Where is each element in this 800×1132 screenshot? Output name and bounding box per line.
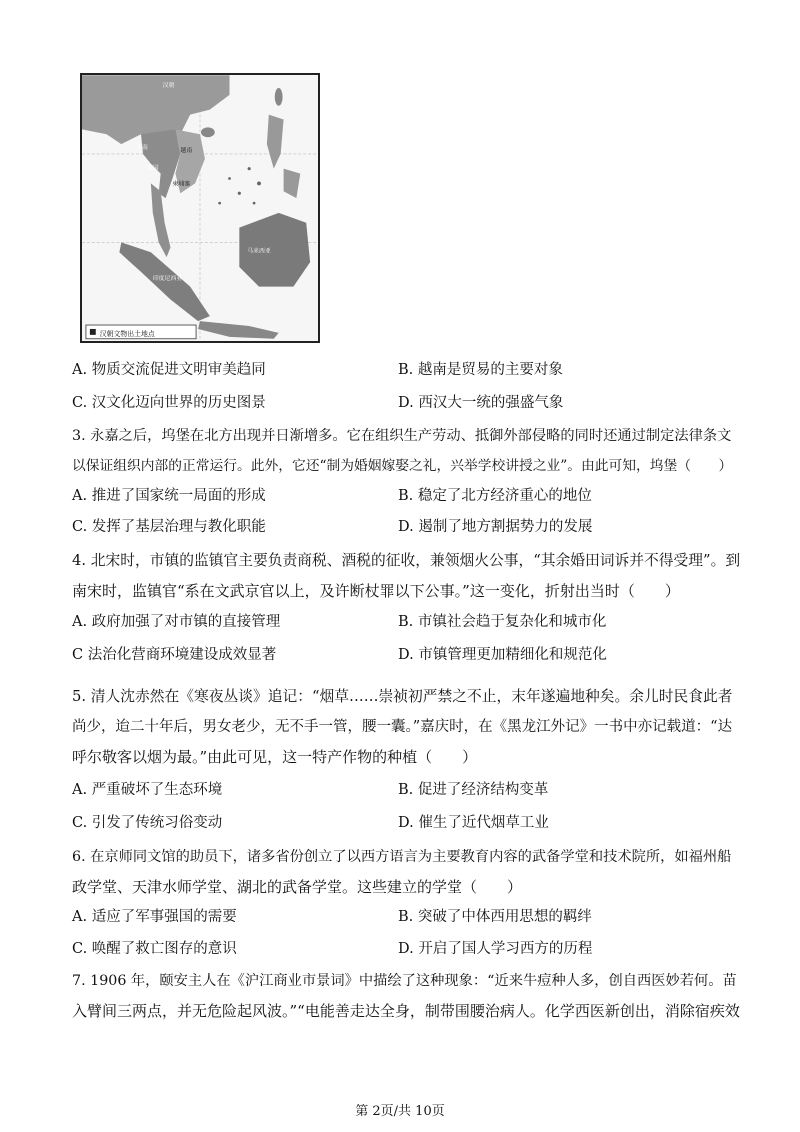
q6-stem-line2: 政学堂、天津水师学堂、湖北的武备学堂。这些建立的学堂（ ） — [72, 878, 523, 896]
q6-option-b: B. 突破了中体西用思想的羁绊 — [398, 909, 592, 925]
q5-option-c: C. 引发了传统习俗变动 — [72, 815, 223, 831]
map-label: 印度尼西亚 — [152, 275, 183, 282]
southeast-asia-map — [82, 75, 318, 341]
map-label: 越南 — [180, 147, 193, 154]
q6-stem-line1: 6. 在京师同文馆的助员下，诸多省份创立了以西方语言为主要教育内容的武备学堂和技术院所，如福州船 — [72, 849, 732, 865]
map-label: 马来西亚 — [247, 248, 271, 255]
map-label: 中南 — [136, 145, 148, 151]
q5-stem-line2: 尚少，迨二十年后，男女老少，无不手一管，腰一囊。”嘉庆时，在《黑龙江外记》一书中亦记载道：“达 — [72, 719, 733, 735]
q4-option-c: C 法治化营商环境建设成效显著 — [72, 647, 277, 663]
map-label: 汉朝 — [162, 83, 175, 90]
q5-stem-line3: 呼尔敬客以烟为最。”由此可见，这一特产作物的种植（ ） — [72, 748, 478, 766]
q6-option-a: A. 适应了军事强国的需要 — [72, 909, 237, 925]
q7-stem-line2: 入臂间三两点，并无危险起风波。”“电能善走达全身，制带围腰治病人。化学西医新创出，消除宿疾效 — [72, 1002, 740, 1020]
q4-option-b: B. 市镇社会趋于复杂化和城市化 — [398, 614, 607, 630]
q5-option-b: B. 促进了经济结构变革 — [398, 782, 549, 798]
q2-option-d: D. 西汉大一统的强盛气象 — [398, 395, 564, 411]
q5-option-a: A. 严重破坏了生态环境 — [72, 782, 223, 798]
q5-option-d: D. 催生了近代烟草工业 — [398, 815, 549, 831]
map-figure — [80, 73, 320, 343]
q3-stem-line2: 以保证组织内部的正常运行。此外，它还“制为婚姻嫁娶之礼，兴举学校讲授之业”。由此可知，坞堡（ ） — [72, 458, 733, 474]
q3-option-c: C. 发挥了基层治理与教化职能 — [72, 519, 266, 535]
q7-stem-line1: 7. 1906 年，颐安主人在《沪江商业市景词》中描绘了这种现象：“近来牛痘种人多，创自西医妙若何。苗 — [72, 973, 737, 989]
map-legend-label: 汉朝文物出土地点 — [99, 329, 155, 338]
q5-stem-line1: 5. 清人沈赤然在《寒夜丛谈》追记：“烟草……崇祯初严禁之不止，末年遂遍地种矣。余儿时民食此者 — [72, 688, 733, 705]
q4-stem-line1: 4. 北宋时，市镇的监镇官主要负责商税、酒税的征收，兼领烟火公事，“其余婚田词诉并不得受理”。到 — [72, 552, 741, 569]
q3-stem-line1: 3. 永嘉之后，坞堡在北方出现并日渐增多。它在组织生产劳动、抵御外部侵略的同时还通过制定法律条文 — [72, 428, 732, 444]
map-label: 柬埔寨 — [172, 181, 191, 188]
q4-option-d: D. 市镇管理更加精细化和规范化 — [398, 647, 607, 663]
q2-option-c: C. 汉文化迈向世界的历史图景 — [72, 395, 266, 411]
q6-option-c: C. 唤醒了救亡图存的意识 — [72, 941, 237, 957]
page-number: 第 2页/共 10页 — [355, 1104, 445, 1119]
q2-option-a: A. 物质交流促进文明审美趋同 — [72, 362, 266, 378]
q3-option-a: A. 推进了国家统一局面的形成 — [72, 488, 266, 504]
q4-stem-line2: 南宋时，监镇官“系在文武京官以上，及许断杖罪以下公事。”这一变化，折射出当时（ ） — [72, 582, 680, 600]
q6-option-d: D. 开启了国人学习西方的历程 — [398, 941, 593, 957]
q3-option-d: D. 遏制了地方割据势力的发展 — [398, 519, 593, 535]
q3-option-b: B. 稳定了北方经济重心的地位 — [398, 488, 592, 504]
map-label: 泰国 — [146, 165, 159, 172]
q2-option-b: B. 越南是贸易的主要对象 — [398, 362, 563, 378]
q4-option-a: A. 政府加强了对市镇的直接管理 — [72, 614, 281, 630]
